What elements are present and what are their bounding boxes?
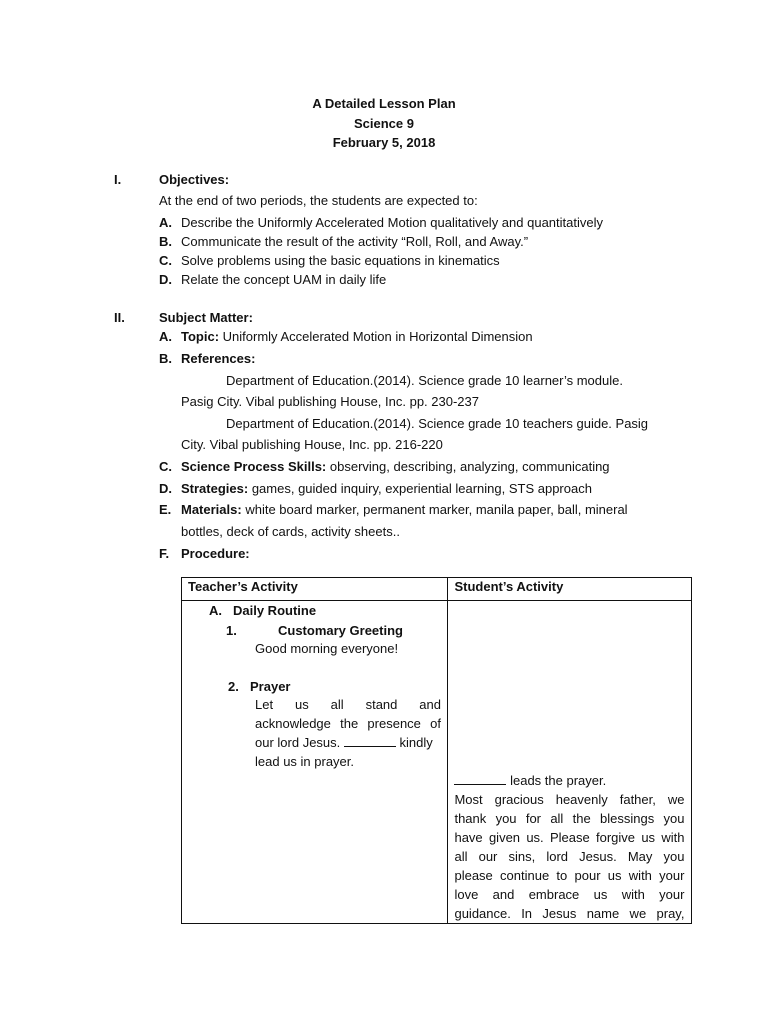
skills-line: [181, 457, 610, 476]
skills-text: observing, describing, analyzing, communicating: [329, 459, 610, 474]
strategies-label: Strategies:: [181, 481, 249, 496]
topic-label: Topic:: [181, 329, 220, 344]
document-header: [0, 94, 768, 153]
student-prayer-line: thank you for all the blessings you: [454, 811, 685, 826]
daily-routine-letter: A.: [209, 603, 222, 618]
student-prayer-line: guidance. In Jesus name we pray,: [454, 906, 685, 921]
reference-1-line-1: Department of Education.(2014). Science grade 10 learner’s module.: [226, 373, 623, 388]
table-header-row: [182, 578, 692, 601]
student-activity-header: Student’s Activity: [448, 578, 692, 601]
greeting-label: Customary Greeting: [278, 623, 403, 638]
materials-line: [181, 500, 628, 519]
subject-letter: F.: [159, 546, 170, 561]
prayer-instruction-line: lead us in prayer.: [255, 754, 355, 769]
objective-item: Describe the Uniformly Accelerated Motion qualitatively and quantitatively: [181, 215, 603, 230]
prayer-instruction-line: Let us all stand and: [255, 697, 441, 712]
section-title-objectives: Objectives:: [159, 172, 230, 187]
teacher-activity-header: Teacher’s Activity: [182, 578, 448, 601]
prayer-label: Prayer: [250, 679, 291, 694]
prayer-number: 2.: [228, 679, 239, 694]
student-prayer-line: all our sins, lord Jesus. May you: [454, 849, 685, 864]
materials-text-continued: bottles, deck of cards, activity sheets..: [181, 524, 400, 539]
objective-item: Solve problems using the basic equations in kinematics: [181, 253, 500, 268]
topic-text: Uniformly Accelerated Motion in Horizontal Dimension: [222, 329, 533, 344]
objective-letter: A.: [159, 215, 172, 230]
student-prayer-lead: [454, 771, 606, 790]
objectives-intro: At the end of two periods, the students are expected to:: [159, 193, 478, 208]
topic-line: [181, 327, 533, 346]
strategies-text: games, guided inquiry, experiential learning, STS approach: [251, 481, 592, 496]
objective-letter: B.: [159, 234, 172, 249]
procedure-table: [181, 577, 692, 924]
document-title: A Detailed Lesson Plan: [312, 96, 456, 111]
objective-letter: C.: [159, 253, 172, 268]
strategies-line: [181, 479, 592, 498]
subject-letter: C.: [159, 459, 172, 474]
section-title-subject-matter: Subject Matter:: [159, 310, 253, 325]
reference-2-line-2: City. Vibal publishing House, Inc. pp. 216-220: [181, 437, 443, 452]
reference-1-line-2: Pasig City. Vibal publishing House, Inc. pp. 230-237: [181, 394, 479, 409]
reference-2-line-1: Department of Education.(2014). Science grade 10 teachers guide. Pasig: [226, 416, 649, 431]
document-subject: Science 9: [354, 115, 414, 131]
section-numeral-objectives: I.: [114, 172, 122, 187]
student-prayer-line: love and embrace us with your: [454, 887, 685, 902]
prayer-instruction-text: our lord Jesus.: [255, 735, 341, 750]
skills-label: Science Process Skills:: [181, 459, 327, 474]
student-prayer-line: Most gracious heavenly father, we: [454, 792, 685, 807]
subject-letter: D.: [159, 481, 172, 496]
subject-letter: E.: [159, 502, 172, 517]
teacher-activity-cell: [182, 601, 448, 924]
objective-item: Communicate the result of the activity “Roll, Roll, and Away.”: [181, 234, 529, 249]
student-prayer-line: have given us. Please forgive us with: [454, 830, 685, 845]
subject-letter: B.: [159, 351, 172, 366]
daily-routine-label: Daily Routine: [233, 603, 317, 618]
document-date: February 5, 2018: [332, 135, 436, 150]
prayer-instruction-line: [255, 733, 433, 752]
greeting-text: Good morning everyone!: [255, 641, 399, 656]
section-numeral-subject-matter: II.: [114, 310, 125, 325]
student-name-blank: [454, 772, 506, 785]
objective-letter: D.: [159, 272, 172, 287]
greeting-number: 1.: [226, 623, 237, 638]
references-label: References:: [181, 351, 256, 366]
student-prayer-lead-text: leads the prayer.: [510, 773, 607, 788]
student-activity-cell: [448, 601, 692, 924]
materials-text: white board marker, permanent marker, manila paper, ball, mineral: [245, 502, 628, 517]
prayer-instruction-line: acknowledge the presence of: [255, 716, 441, 731]
materials-label: Materials:: [181, 502, 242, 517]
procedure-label: Procedure:: [181, 546, 250, 561]
subject-letter: A.: [159, 329, 172, 344]
table-row: [182, 601, 692, 924]
student-name-blank: [344, 734, 396, 747]
objective-item: Relate the concept UAM in daily life: [181, 272, 387, 287]
prayer-instruction-text: kindly: [399, 735, 433, 750]
student-prayer-line: please continue to pour us with your: [454, 868, 685, 883]
